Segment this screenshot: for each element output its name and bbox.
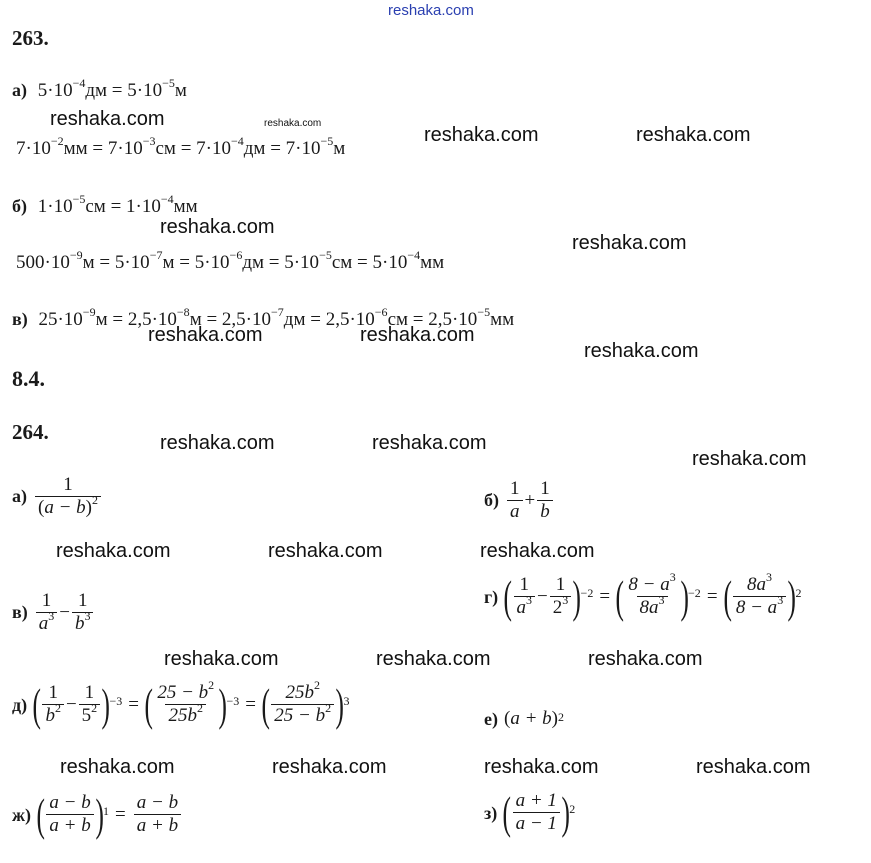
watermark[interactable]: reshaka.com	[572, 232, 687, 254]
section-title: 8.4.	[12, 366, 45, 391]
p264-g-expr: г) ( $\frac{1}{a^3}$ − $\frac{1}{2^3}$ ) −2 = ( $\frac{8 - a^3}{8a^3}$ ) −2 = ( $\frac{8a^3}{8 - a^3}$ ) 2	[484, 569, 802, 622]
item-label: б)	[12, 196, 27, 216]
item-label: ж)	[12, 804, 32, 825]
watermark[interactable]: reshaka.com	[160, 432, 275, 454]
problem-264-title: 264.	[12, 420, 49, 444]
watermark[interactable]: reshaka.com	[584, 340, 699, 362]
p263-v-line: в) $25\cdot 10^{-9}м = 2,5\cdot 10^{-8}м = 2,5\cdot 10^{-7}дм = 2,5\cdot 10^{-6}см = 2,5\cdot 10^{-5}мм$	[12, 304, 515, 330]
watermark[interactable]: reshaka.com	[272, 756, 387, 778]
p264-z-expr: з) ( $\frac{a + 1}{a - 1}$ ) 2	[484, 787, 576, 838]
problem-263-title: 263.	[12, 26, 49, 50]
p264-d-expr: д) ( $\frac{1}{b^2}$ − $\frac{1}{5^2}$ ) −3 = ( $\frac{25 - b^2}{25b^2}$ ) −3 = ( $\frac{25b^2}{25 - b^2}$ ) 3	[12, 677, 350, 730]
p264-a-expr	[12, 474, 103, 520]
watermark[interactable]: reshaka.com	[636, 124, 751, 146]
watermark[interactable]: reshaka.com	[588, 648, 703, 670]
watermark[interactable]: reshaka.com	[484, 756, 599, 778]
item-label: б)	[484, 490, 499, 511]
watermark[interactable]: reshaka.com	[56, 540, 171, 562]
watermark[interactable]: reshaka.com	[360, 324, 475, 346]
p263-b-line2: $500\cdot 10^{-9}м = 5\cdot 10^{-7}м = 5\cdot 10^{-6}дм = 5\cdot 10^{-5}см = 5\cdot 10^{-4}мм$	[16, 247, 445, 273]
watermark[interactable]: reshaka.com	[424, 124, 539, 146]
item-label: з)	[484, 802, 498, 823]
watermark[interactable]: reshaka.com	[164, 648, 279, 670]
item-label: а)	[12, 80, 27, 100]
p264-zh-expr: ж) ( $\frac{a - b}{a + b}$ ) 1 = $\frac{a - b}{a + b}$	[12, 792, 183, 838]
watermark[interactable]: reshaka.com	[692, 448, 807, 470]
watermark[interactable]: reshaka.com	[372, 432, 487, 454]
p263-a-line2: $7\cdot 10^{-2}мм = 7\cdot 10^{-3}см = 7\cdot 10^{-4}дм = 7\cdot 10^{-5}м$	[16, 133, 346, 159]
item-label: д)	[12, 694, 28, 715]
watermark[interactable]: reshaka.com	[376, 648, 491, 670]
watermark[interactable]: reshaka.com	[160, 216, 275, 238]
watermark-top[interactable]: reshaka.com	[388, 2, 474, 19]
p264-e-expr: е) ( a + b ) $^2$	[484, 708, 564, 729]
fraction: $\frac{1}{(a - b)^2}$	[35, 474, 101, 520]
item-label: в)	[12, 309, 28, 329]
watermark[interactable]: reshaka.com	[60, 756, 175, 778]
item-label: г)	[484, 586, 499, 607]
p263-b-line1: б) $1\cdot 10^{-5}см = 1\cdot 10^{-4}мм$	[12, 191, 198, 217]
p264-b-expr: б) $\frac{1}{a}$ + $\frac{1}{b}$	[484, 478, 555, 524]
watermark[interactable]: reshaka.com	[268, 540, 383, 562]
item-label: е)	[484, 708, 498, 729]
p264-v-expr: в) $\frac{1}{a^3}$ − $\frac{1}{b^3}$	[12, 590, 95, 636]
p263-a-line1: а) $5\cdot 10^{-4}дм = 5\cdot 10^{-5}м$	[12, 75, 187, 101]
watermark[interactable]: reshaka.com	[696, 756, 811, 778]
watermark[interactable]: reshaka.com	[148, 324, 263, 346]
item-label: в)	[12, 602, 28, 623]
watermark-small[interactable]: reshaka.com	[264, 118, 322, 129]
item-label: а)	[12, 486, 27, 507]
watermark[interactable]: reshaka.com	[50, 108, 165, 130]
watermark[interactable]: reshaka.com	[480, 540, 595, 562]
